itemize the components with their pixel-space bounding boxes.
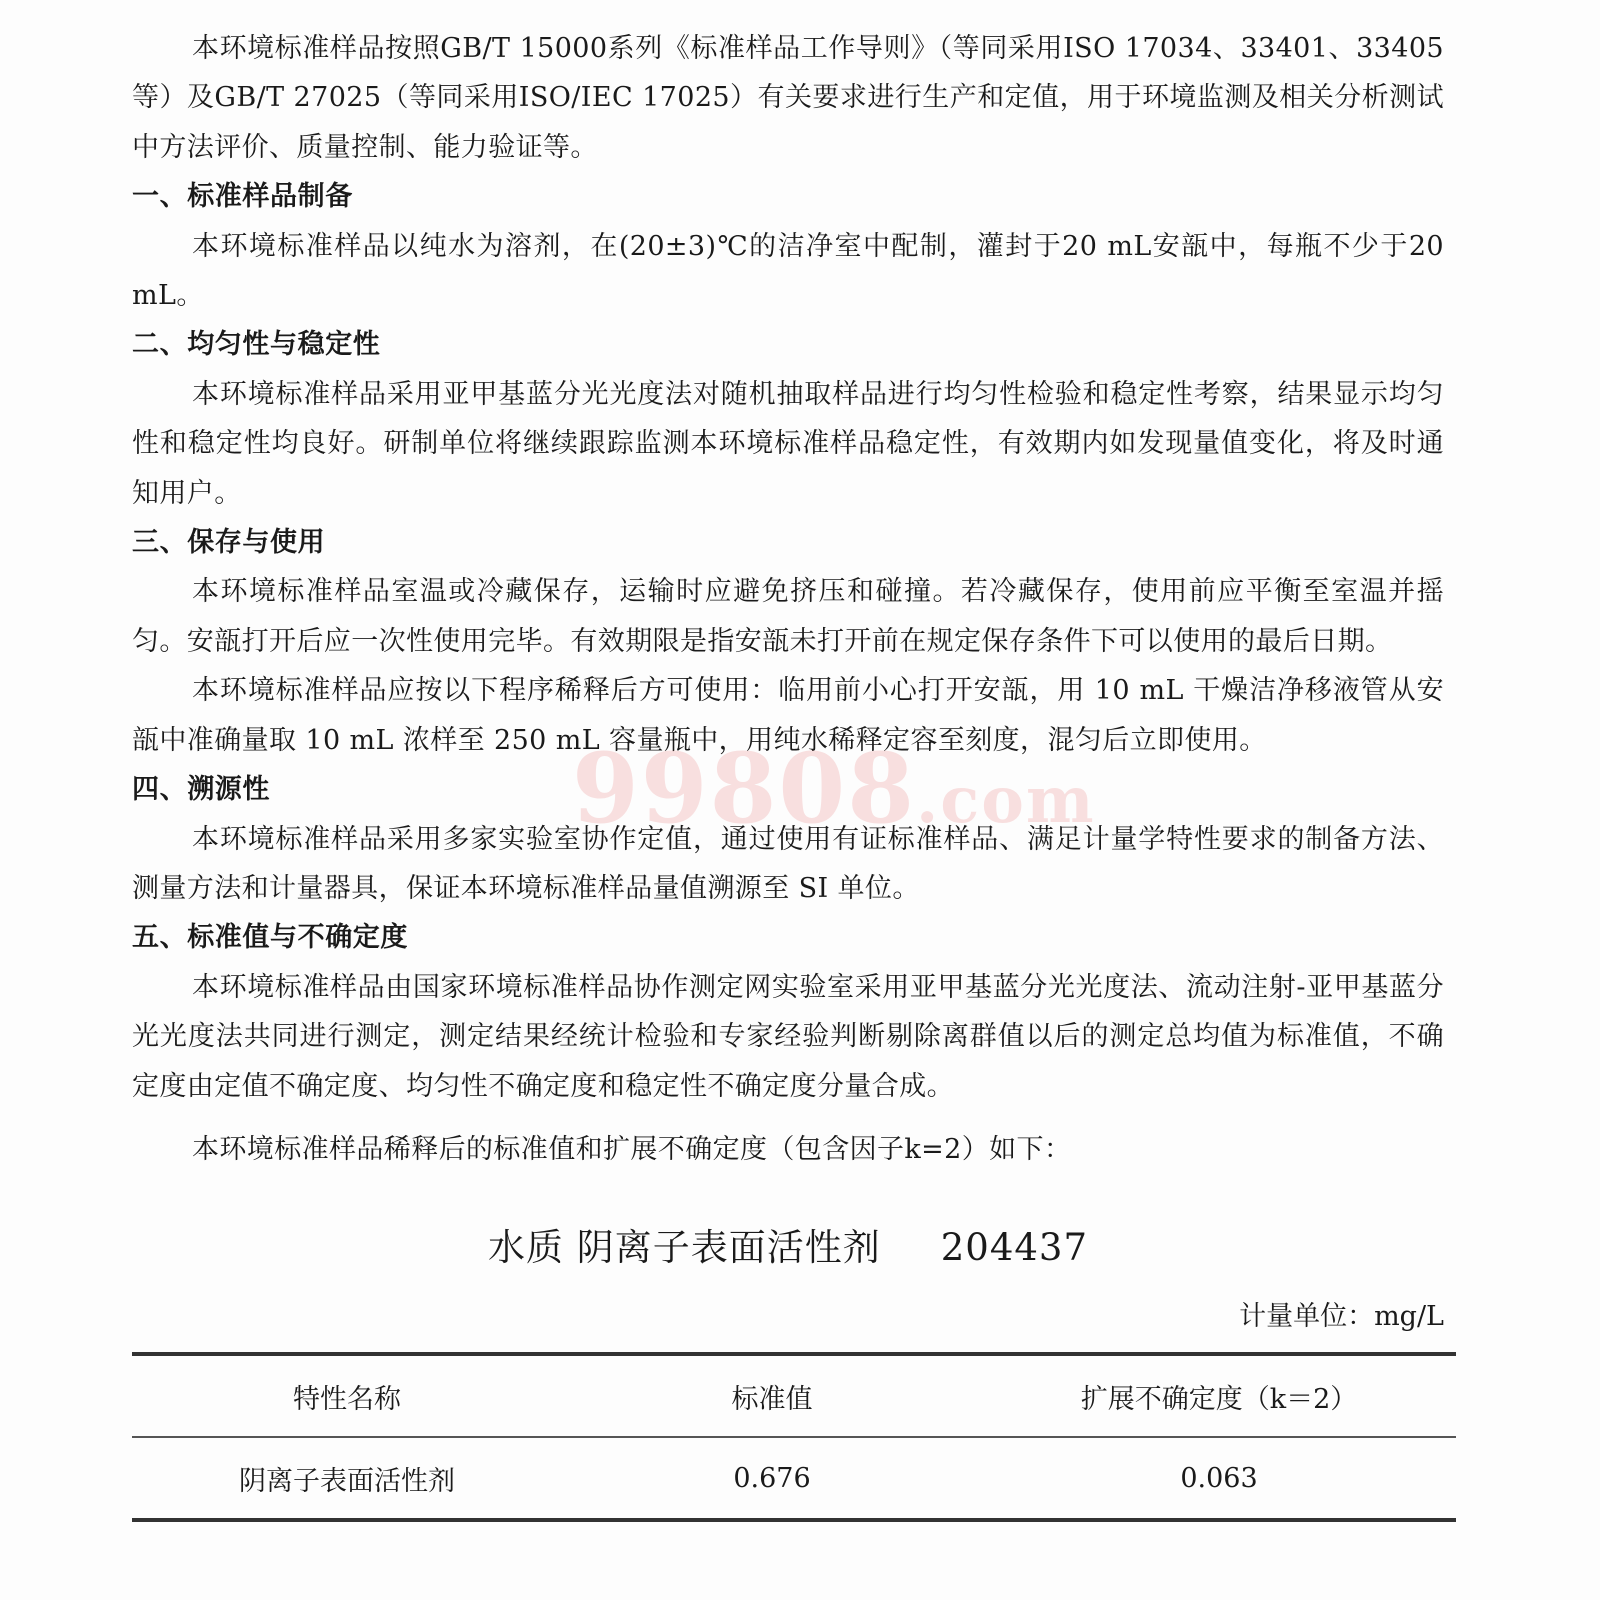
table-header-row [132,1354,1456,1437]
document-body [132,24,1444,1522]
values-intro-paragraph: 本环境标准样品稀释后的标准值和扩展不确定度（包含因子k=2）如下： [192,1133,1072,1165]
section-3-heading: 三、保存与使用 [132,527,326,559]
section-2-paragraph: 本环境标准样品采用亚甲基蓝分光光度法对随机抽取样品进行均匀性检验和稳定性考察，结果显示均匀性和稳定性均良好。研制单位将继续跟踪监测本环境标准样品稳定性，有效期内如发现量值变化，将及时通知用户。 [132,378,1444,509]
unit-label: 计量单位：mg/L [1239,1301,1444,1333]
product-title [132,1218,1444,1278]
header-standard-value: 标准值 [731,1383,813,1415]
section-3-paragraph-2: 本环境标准样品应按以下程序稀释后方可使用：临用前小心打开安瓿，用 10 mL 干燥洁净移液管从安瓿中准确量取 10 mL 浓样至 250 mL 容量瓶中，用纯水稀释定容至刻度，混匀后立即使用。 [132,675,1444,756]
standard-values-table [132,1352,1456,1522]
cell-expanded-uncertainty: 0.063 [1180,1462,1258,1494]
section-5-paragraph: 本环境标准样品由国家环境标准样品协作测定网实验室采用亚甲基蓝分光光度法、流动注射-亚甲基蓝分光光度法共同进行测定，测定结果经统计检验和专家经验判断剔除离群值以后的测定总均值为标准值，不确定度由定值不确定度、均匀性不确定度和稳定性不确定度分量合成。 [132,971,1444,1102]
table-row [132,1437,1456,1520]
section-5-heading: 五、标准值与不确定度 [132,922,408,954]
section-3-paragraph-1: 本环境标准样品室温或冷藏保存，运输时应避免挤压和碰撞。若冷藏保存，使用前应平衡至室温并摇匀。安瓿打开后应一次性使用完毕。有效期限是指安瓿未打开前在规定保存条件下可以使用的最后日期。 [132,576,1444,657]
cell-standard-value: 0.676 [733,1462,811,1494]
section-1-paragraph: 本环境标准样品以纯水为溶剂，在(20±3)℃的洁净室中配制，灌封于20 mL安瓿中，每瓶不少于20 mL。 [132,230,1444,312]
section-1-heading: 一、标准样品制备 [132,181,353,213]
section-4-paragraph: 本环境标准样品采用多家实验室协作定值，通过使用有证标准样品、满足计量学特性要求的制备方法、测量方法和计量器具，保证本环境标准样品量值溯源至 SI 单位。 [132,823,1444,904]
intro-paragraph: 本环境标准样品按照GB/T 15000系列《标准样品工作导则》（等同采用ISO 17034、33401、33405等）及GB/T 27025（等同采用ISO/IEC 17025）有关要求进行生产和定值，用于环境监测及相关分析测试中方法评价、质量控制、能力验证等。 [132,33,1444,163]
product-code: 204437 [940,1226,1088,1270]
header-property-name: 特性名称 [293,1383,401,1415]
section-4-heading: 四、溯源性 [132,774,270,806]
watermark-main: 99808 [572,732,916,845]
product-name: 水质 阴离子表面活性剂 [487,1226,881,1270]
section-2-heading: 二、均匀性与稳定性 [132,329,381,361]
watermark-tld: .com [915,763,1096,838]
header-expanded-uncertainty: 扩展不确定度（k＝2） [1080,1383,1358,1415]
cell-property-name: 阴离子表面活性剂 [239,1465,455,1497]
